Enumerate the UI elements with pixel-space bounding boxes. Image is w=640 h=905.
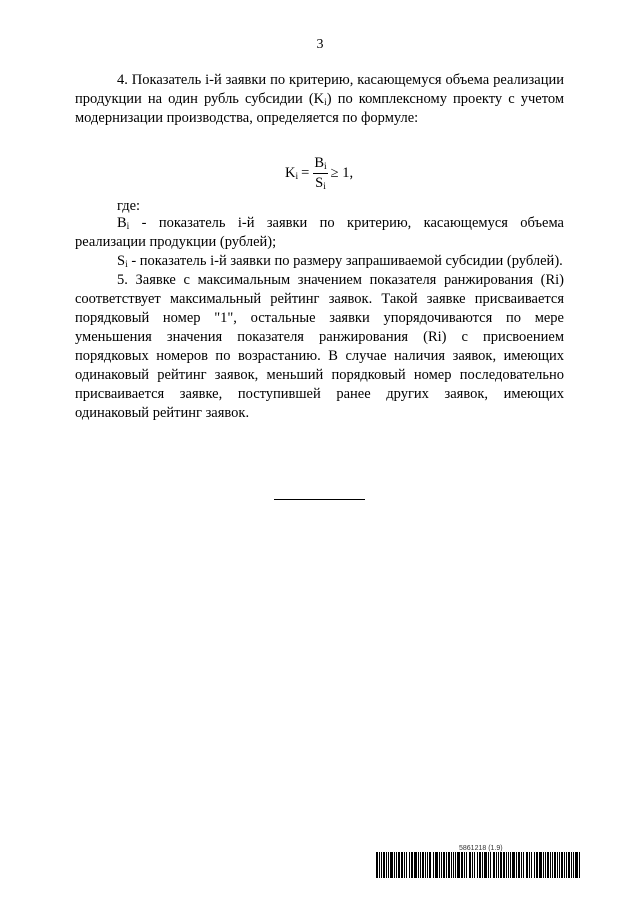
- barcode-bar: [381, 852, 382, 878]
- barcode-bar: [429, 852, 431, 878]
- barcode-bar: [406, 852, 407, 878]
- barcode-bar: [539, 852, 542, 878]
- barcode-bar: [443, 852, 445, 878]
- barcode-bar: [446, 852, 447, 878]
- barcode-bar: [575, 852, 578, 878]
- barcode-bar: [457, 852, 460, 878]
- barcode-bar: [479, 852, 481, 878]
- barcode-bar: [526, 852, 528, 878]
- barcode-bar: [521, 852, 522, 878]
- barcode-bar: [508, 852, 509, 878]
- barcode-caption: 5861218 (1.9): [459, 845, 503, 852]
- barcode-bar: [484, 852, 487, 878]
- barcode-bar: [536, 852, 538, 878]
- barcode-bar: [512, 852, 515, 878]
- barcode-bar: [477, 852, 478, 878]
- barcode-bar: [422, 852, 424, 878]
- barcode-bar: [579, 852, 580, 878]
- barcode-bar: [464, 852, 465, 878]
- definition-b: $B_i$ - показатель i-й заявки по критерию, касающемуся объема реализации продукции (рублей);: [75, 215, 564, 250]
- barcode-bar: [425, 852, 426, 878]
- barcode-bar: [518, 852, 520, 878]
- barcode-bar: [448, 852, 450, 878]
- barcode-bar: [534, 852, 535, 878]
- formula: [285, 153, 356, 193]
- barcode-bar: [474, 852, 475, 878]
- barcode-bar: [441, 852, 442, 878]
- barcode-bar: [506, 852, 507, 878]
- barcode-bar: [379, 852, 380, 878]
- barcode-icon: [376, 852, 582, 878]
- barcode-bar: [396, 852, 397, 878]
- barcode-bar: [573, 852, 574, 878]
- barcode-bar: [439, 852, 440, 878]
- barcode-bar: [394, 852, 395, 878]
- barcode-bar: [552, 852, 553, 878]
- barcode-bar: [516, 852, 517, 878]
- barcode-bar: [531, 852, 532, 878]
- formula-relation: ≥ 1,: [330, 164, 354, 181]
- barcode-bar: [451, 852, 452, 878]
- formula-numerator: $B_i$: [314, 154, 327, 172]
- barcode-bar: [571, 852, 572, 878]
- barcode-bar: [559, 852, 560, 878]
- barcode-bar: [390, 852, 393, 878]
- barcode-bar: [386, 852, 387, 878]
- barcode-bar: [388, 852, 389, 878]
- barcode-bar: [503, 852, 505, 878]
- barcode-bar: [398, 852, 400, 878]
- barcode-bar: [466, 852, 467, 878]
- barcode-bar: [554, 852, 556, 878]
- barcode-bar: [420, 852, 421, 878]
- barcode-bar: [482, 852, 483, 878]
- barcode-bar: [418, 852, 419, 878]
- paragraph-4-text-end: ) по комплексному проекту с учетом модернизации производства, определяется по формуле:: [75, 91, 565, 126]
- paragraph-5: 5. Заявке с максимальным значением показателя ранжирования (Ri) соответствует максимальный рейтинг заявок. Такой заявке присваивается порядковый номер "1", остальные заявки упорядочиваются по мере уменьшения значения показателя ранжирования (Ri) с присвоением порядковых номеров по возрастанию. В случае наличия заявок, имеющих одинаковый рейтинг заявок, меньший порядковый номер последовательно присваивается заявке, поступившей ранее других заявок, имеющих одинаковый рейтинг заявок.: [75, 272, 564, 421]
- barcode-bar: [414, 852, 417, 878]
- barcode-bar: [461, 852, 463, 878]
- barcode-bar: [376, 852, 378, 878]
- formula-fraction: [313, 155, 327, 192]
- barcode-bar: [545, 852, 546, 878]
- barcode-bar: [493, 852, 495, 878]
- where-label: где:: [117, 198, 141, 214]
- barcode-bar: [529, 852, 530, 878]
- barcode-bar: [433, 852, 434, 878]
- barcode-bar: [401, 852, 403, 878]
- paragraph-4: [75, 71, 564, 128]
- barcode-bar: [453, 852, 454, 878]
- paragraph-4-block: [75, 71, 564, 128]
- definitions-block: [75, 214, 564, 423]
- barcode-bar: [566, 852, 567, 878]
- barcode-bar: [500, 852, 502, 878]
- page-number: 3: [316, 37, 324, 52]
- end-separator-line: [274, 499, 365, 500]
- barcode-bar: [561, 852, 563, 878]
- barcode-bar: [523, 852, 524, 878]
- barcode-bar: [490, 852, 491, 878]
- barcode-bar: [510, 852, 511, 878]
- barcode-bar: [496, 852, 497, 878]
- barcode-bar: [564, 852, 565, 878]
- barcode-bar: [568, 852, 570, 878]
- barcode-bar: [469, 852, 471, 878]
- barcode-bar: [488, 852, 489, 878]
- barcode-bar: [383, 852, 385, 878]
- paragraph-4-subscript: i: [324, 98, 327, 108]
- barcode-bar: [435, 852, 438, 878]
- barcode-bar: [409, 852, 410, 878]
- barcode-bar: [472, 852, 473, 878]
- barcode-bar: [455, 852, 456, 878]
- barcode-bar: [411, 852, 413, 878]
- paragraph-4-text-start: 4. Показатель i-й заявки по критерию, касающемуся объема реализации продукции на один рубль субсидии (K: [75, 72, 564, 107]
- formula-lhs: $K_i$: [285, 164, 299, 182]
- barcode-bar: [550, 852, 551, 878]
- barcode-bar: [547, 852, 549, 878]
- barcode-bar: [557, 852, 558, 878]
- barcode-bar: [404, 852, 405, 878]
- barcode-bar: [427, 852, 428, 878]
- barcode-bar: [543, 852, 544, 878]
- formula-equals: =: [301, 164, 310, 181]
- definition-s: $S_i$ - показатель i-й заявки по размеру запрашиваемой субсидии (рублей).: [117, 253, 563, 270]
- formula-denominator: $S_i$: [315, 174, 326, 192]
- barcode-bar: [498, 852, 499, 878]
